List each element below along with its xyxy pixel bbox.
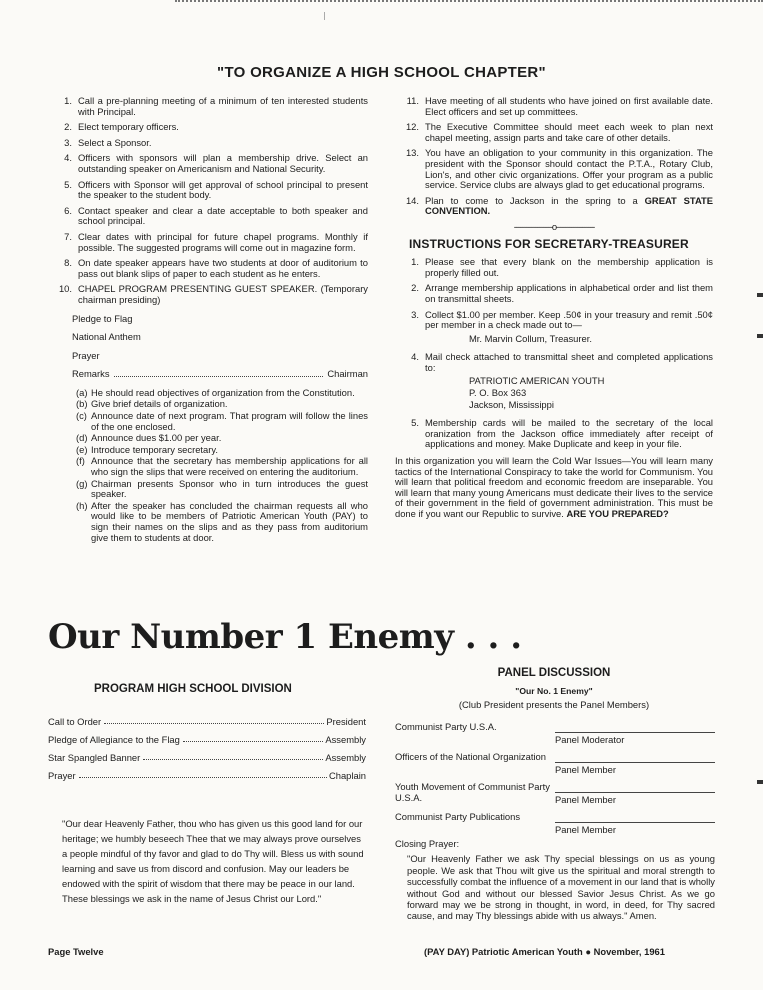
list-item xyxy=(48,122,368,133)
margin-mark xyxy=(757,780,763,784)
panel-list xyxy=(395,722,715,842)
sub-item-text: He should read objectives of organization from the Constitution. xyxy=(91,386,355,398)
page-title: "TO ORGANIZE A HIGH SCHOOL CHAPTER" xyxy=(217,64,546,81)
list-item xyxy=(395,257,713,278)
item-text: Officers with Sponsor will get approval of school principal to present the speaker to the student body. xyxy=(78,178,368,201)
publication-footer: (PAY DAY) Patriotic American Youth ● November, 1961 xyxy=(424,946,665,957)
right-column xyxy=(395,96,713,520)
program-item: Call to Order xyxy=(48,716,102,727)
item-number: 8. xyxy=(64,257,72,269)
panel-heading: PANEL DISCUSSION xyxy=(497,667,611,679)
sub-item-text: Announce that the secretary has membership applications for all who sign the slips that were received on entering the auditorium. xyxy=(91,455,368,478)
item-text: Membership cards will be mailed to the secretary of the local oranization from the Jackson office immediately after receipt of applications and money. Make Duplicate and keep in your file. xyxy=(425,417,713,450)
item-text: Select a Sponsor. xyxy=(78,136,152,148)
list-item xyxy=(48,284,368,305)
item-text: Please see that every blank on the membership application is properly filled out. xyxy=(425,256,713,278)
sub-item-text: Introduce temporary secretary. xyxy=(91,443,218,455)
closing-prayer-text: "Our Heavenly Father we ask Thy special blessings on us as young people. We ask that Thou wilt give us the spiritual and moral strength to successfully combat the influence of a movement in our land that is wholly without God and without our blessed Savior Jesus Christ. As we go forward may we be strong in thought, in word, in deed, for Thy sacred cause, and may Thy blessings abide with us always." Amen. xyxy=(407,853,715,922)
closing-prayer-label: Closing Prayer: xyxy=(395,838,460,849)
program-heading: PROGRAM HIGH SCHOOL DIVISION xyxy=(94,683,292,695)
program-item: Pledge of Allegiance to the Flag xyxy=(48,734,180,745)
panel-subtitle: "Our No. 1 Enemy" xyxy=(515,686,593,696)
program-row xyxy=(48,770,366,781)
panel-role: Panel Moderator xyxy=(555,732,715,746)
item-number: 7. xyxy=(64,230,72,242)
remarks-role: Chairman xyxy=(327,368,368,380)
program-row xyxy=(48,752,366,763)
item-text: Contact speaker and clear a date acceptable to both speaker and school principal. xyxy=(78,204,368,227)
program-role: Chaplain xyxy=(328,770,366,781)
dotted-leader xyxy=(114,369,324,377)
sub-item-letter: (d) xyxy=(76,432,88,444)
sub-item-letter: (h) xyxy=(76,499,88,511)
program-role: Assembly xyxy=(325,752,366,763)
program-list xyxy=(48,716,366,788)
remarks-line xyxy=(72,369,368,380)
list-item xyxy=(395,352,713,373)
list-item xyxy=(48,138,368,149)
item-text: The Executive Committee should meet each week to plan next chapel meeting, assign parts and take care of other details. xyxy=(425,121,713,143)
item-number: 1. xyxy=(64,95,72,106)
panel-row xyxy=(395,812,715,836)
chapel-line: National Anthem xyxy=(72,331,141,343)
sub-item-letter: (f) xyxy=(76,455,85,467)
item-number: 6. xyxy=(64,204,72,216)
item-number: 3. xyxy=(411,308,419,320)
dotted-leader xyxy=(143,752,323,760)
address-line: PATRIOTIC AMERICAN YOUTH xyxy=(469,375,605,387)
remarks-label: Remarks xyxy=(72,368,110,380)
sub-item xyxy=(76,479,368,500)
list-item xyxy=(48,206,368,227)
sub-item-text: Chairman presents Sponsor who in turn introduces the guest speaker. xyxy=(91,477,368,500)
sub-item-letter: (e) xyxy=(76,443,88,455)
item-number: 10. xyxy=(58,283,72,295)
list-item xyxy=(395,96,713,117)
item-text: Have meeting of all students who have joined on first available date. Elect officers and set up committees. xyxy=(425,95,713,117)
list-item xyxy=(395,418,713,450)
item-text: Officers with sponsors will plan a membership drive. Select an outstanding speaker on Americanism and National Security. xyxy=(78,152,368,174)
sub-item xyxy=(76,445,368,456)
section-divider: ------------------o------------------ xyxy=(513,220,595,232)
item-number: 14. xyxy=(405,194,419,206)
sub-item-text: After the speaker has concluded the chairman requests all who would like to be members of Patriotic American Youth (PAY) to sign their names on the slips and as they pass from auditorium give them to students at door. xyxy=(91,499,368,543)
closing-question: ARE YOU PREPARED? xyxy=(566,508,669,519)
sub-item xyxy=(76,411,368,432)
top-dotted-rule xyxy=(175,0,763,5)
item-text-bold: GREAT STATE CONVENTION. xyxy=(425,194,713,217)
panel-topic: Youth Movement of Communist Party U.S.A. xyxy=(395,781,550,803)
item-number: 4. xyxy=(64,152,72,164)
item-number: 12. xyxy=(405,121,419,133)
program-role: Assembly xyxy=(325,734,366,745)
panel-row xyxy=(395,782,715,806)
dotted-leader xyxy=(79,770,327,778)
panel-topic: Officers of the National Organization xyxy=(395,751,546,762)
address-line: P. O. Box 363 xyxy=(469,387,527,399)
address-line: Jackson, Mississippi xyxy=(469,398,554,410)
list-item xyxy=(48,232,368,253)
list-item xyxy=(395,196,713,217)
secretary-heading: INSTRUCTIONS FOR SECRETARY-TREASURER xyxy=(409,236,689,251)
panel-row xyxy=(395,752,715,776)
list-item xyxy=(48,153,368,174)
sub-item-text: Give brief details of organization. xyxy=(91,398,228,410)
left-column xyxy=(48,96,368,544)
item-number: 3. xyxy=(64,136,72,148)
list-item xyxy=(48,180,368,201)
page-number: Page Twelve xyxy=(48,946,104,957)
sub-item xyxy=(76,388,368,399)
closing-prayer-block xyxy=(395,838,715,922)
sub-item xyxy=(76,501,368,543)
item-number: 5. xyxy=(64,178,72,190)
item-text: Arrange membership applications in alphabetical order and list them on transmittal sheets. xyxy=(425,282,713,304)
item-text: Collect $1.00 per member. Keep .50¢ in your treasury and remit .50¢ per member in a check made out to— xyxy=(425,308,713,331)
item-number: 13. xyxy=(405,147,419,159)
margin-mark xyxy=(757,293,763,297)
item-text: Mail check attached to transmittal sheet and completed applications to: xyxy=(425,351,713,373)
item-text: On date speaker appears have two students at door of auditorium to pass out blank slips of paper to each student as he enters. xyxy=(78,257,368,279)
item-text: You have an obligation to your community in this organization. The president with the Sponsor should contact the P.T.A., Rotary Club, Lion's, and other civic organizations. Offer your program as a public service. Service clubs are always glad to get educational programs. xyxy=(425,147,713,191)
sub-item-text: Announce dues $1.00 per year. xyxy=(91,432,222,444)
sub-item-letter: (c) xyxy=(76,410,87,422)
item-text: Call a pre-planning meeting of a minimum of ten interested students with Principal. xyxy=(78,95,368,117)
list-item xyxy=(395,148,713,190)
panel-topic: Communist Party Publications xyxy=(395,811,521,822)
sub-item-letter: (g) xyxy=(76,477,88,489)
program-item: Prayer xyxy=(48,770,76,781)
panel-note: (Club President presents the Panel Members) xyxy=(458,699,650,710)
item-number: 11. xyxy=(406,95,419,106)
item-text: Elect temporary officers. xyxy=(78,121,179,133)
sub-item xyxy=(76,433,368,444)
list-item xyxy=(48,258,368,279)
program-role: President xyxy=(326,716,366,727)
panel-role: Panel Member xyxy=(555,792,715,806)
closing-paragraph-text: In this organization you will learn the Cold War Issues—You will learn many tactics of the International Conspiracy to take the world for Communism. You will learn that political freedom and economic freedom are inseparable. You will learn that many young Americans must dedicate their lives to the service of their government in the field of government administration. This must be done if you want our Republic to survive. xyxy=(395,455,713,519)
item-text: CHAPEL PROGRAM PRESENTING GUEST SPEAKER. (Temporary chairman presiding) xyxy=(78,283,368,305)
program-row xyxy=(48,716,366,727)
top-tick-mark xyxy=(324,12,325,20)
program-item: Star Spangled Banner xyxy=(48,752,141,763)
item-number: 2. xyxy=(411,282,419,294)
program-prayer: "Our dear Heavenly Father, thou who has given us this good land for our heritage; we humbly beseech Thee that we may always prove ourselves a people mindful of thy favor and glad to do Thy will. Bless us with sound learning and save us from discord and confusion. May our leaders be endowed with the spirit of wisdom that there may be peace in our land. These blessings we ask in the name of Jesus Christ our Lord." xyxy=(62,818,364,904)
panel-role: Panel Member xyxy=(555,822,715,836)
margin-mark xyxy=(757,334,763,338)
list-item xyxy=(395,283,713,304)
panel-row xyxy=(395,722,715,746)
list-item xyxy=(395,122,713,143)
enemy-heading: Our Number 1 Enemy . . . xyxy=(48,617,522,657)
list-item xyxy=(48,96,368,117)
sub-item-text: Announce date of next program. That program will follow the lines of the one enclosed. xyxy=(91,410,368,432)
chapel-line: Prayer xyxy=(72,349,100,361)
treasurer-name: Mr. Marvin Collum, Treasurer. xyxy=(469,332,592,344)
item-text-plain: Plan to come to Jackson in the spring to a xyxy=(425,194,638,206)
sub-item xyxy=(76,399,368,410)
sub-item-letter: (b) xyxy=(76,398,88,410)
item-number: 2. xyxy=(64,121,72,133)
program-row xyxy=(48,734,366,745)
dotted-leader xyxy=(104,716,324,724)
item-number: 1. xyxy=(411,256,419,268)
item-text: Clear dates with principal for future chapel programs. Monthly if possible. The suggested programs will come out in magazine form. xyxy=(78,230,368,253)
item-text xyxy=(425,196,713,217)
sub-item-letter: (a) xyxy=(76,386,88,398)
closing-paragraph xyxy=(395,456,713,520)
sub-item xyxy=(76,456,368,477)
list-item xyxy=(395,310,713,331)
item-number: 5. xyxy=(411,417,419,429)
dotted-leader xyxy=(183,734,323,742)
panel-topic: Communist Party U.S.A. xyxy=(395,721,497,732)
item-number: 4. xyxy=(411,351,419,363)
panel-role: Panel Member xyxy=(555,762,715,776)
chapel-line: Pledge to Flag xyxy=(72,312,133,324)
